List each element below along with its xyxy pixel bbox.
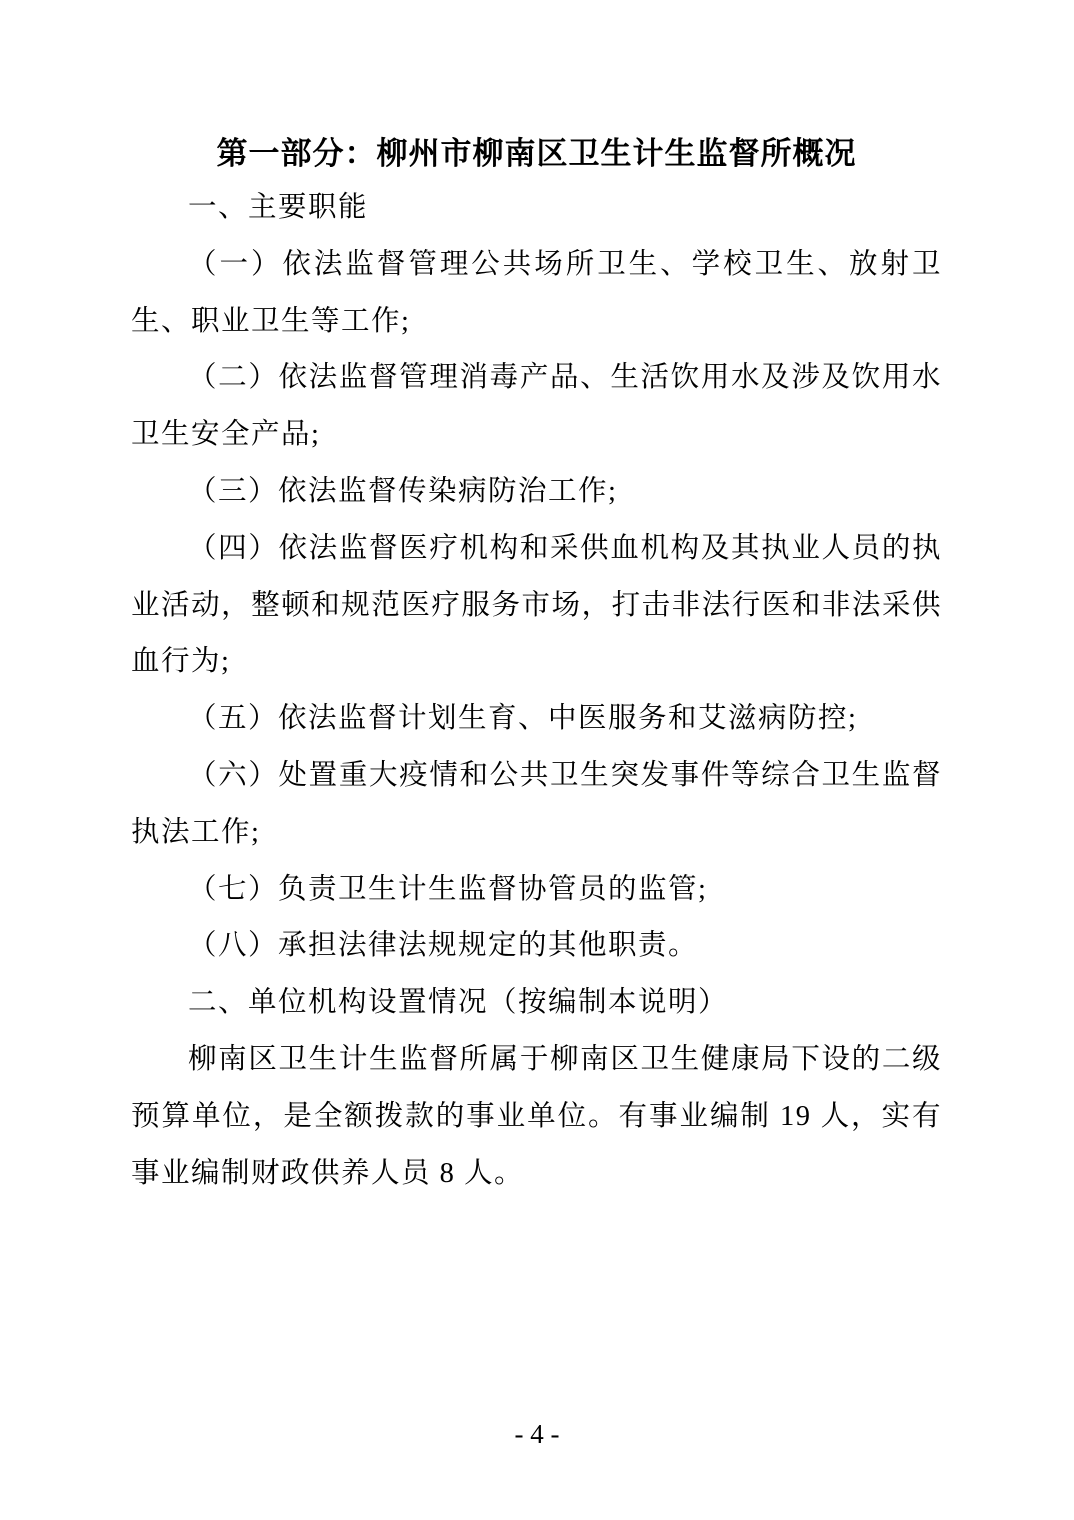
paragraph-item-6: （六）处置重大疫情和公共卫生突发事件等综合卫生监督执法工作; bbox=[131, 759, 942, 848]
paragraph-org-structure-body: 柳南区卫生计生监督所属于柳南区卫生健康局下设的二级预算单位，是全额拨款的事业单位。有事业编制 19 人，实有事业编制财政供养人员 8 人。 bbox=[131, 1043, 942, 1189]
paragraph-item-5: （五）依法监督计划生育、中医服务和艾滋病防控; bbox=[188, 703, 858, 735]
page-number: - 4 - bbox=[514, 1419, 560, 1449]
paragraph-item-7: （七）负责卫生计生监督协管员的监管; bbox=[188, 873, 708, 905]
paragraph-item-3: （三）依法监督传染病防治工作; bbox=[188, 475, 618, 507]
paragraph-item-8: （八）承担法律法规规定的其他职责。 bbox=[188, 930, 699, 962]
document-title: 第一部分：柳州市柳南区卫生计生监督所概况 bbox=[216, 136, 857, 171]
paragraph-org-structure-heading: 二、单位机构设置情况（按编制本说明） bbox=[188, 987, 729, 1019]
paragraph-item-1: （一）依法监督管理公共场所卫生、学校卫生、放射卫生、职业卫生等工作; bbox=[131, 248, 942, 337]
paragraph-item-2: （二）依法监督管理消毒产品、生活饮用水及涉及饮用水卫生安全产品; bbox=[131, 362, 942, 451]
paragraph-main-functions-heading: 一、主要职能 bbox=[188, 192, 369, 223]
paragraph-item-4: （四）依法监督医疗机构和采供血机构及其执业人员的执业活动，整顿和规范医疗服务市场，打击非法行医和非法采供血行为; bbox=[131, 532, 942, 678]
